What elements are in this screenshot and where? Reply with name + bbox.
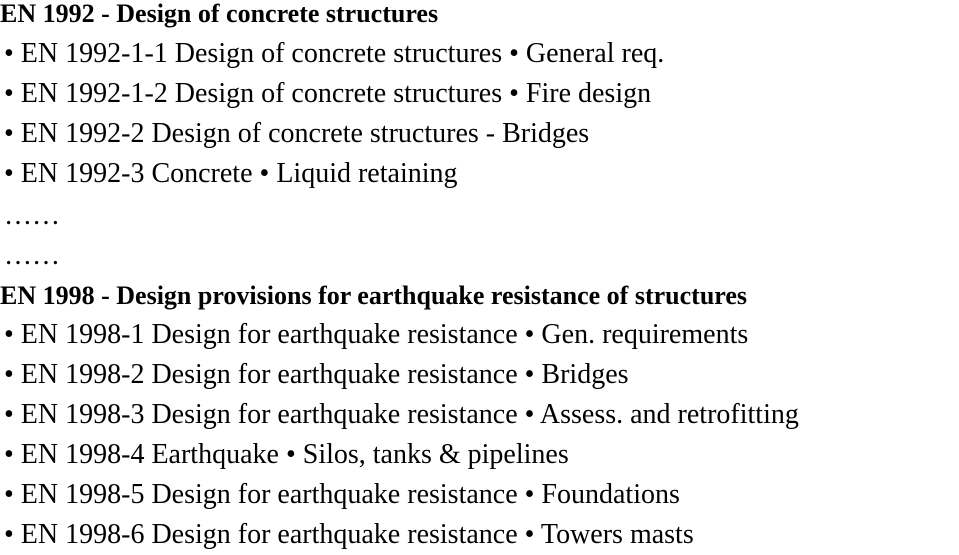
- list-item: • EN 1992-1-2 Design of concrete structures • Fire design: [4, 78, 652, 109]
- ellipsis-separator: ……: [4, 240, 60, 271]
- list-item: • EN 1998-2 Design for earthquake resistance • Bridges: [4, 359, 629, 390]
- list-item: • EN 1992-2 Design of concrete structures - Bridges: [4, 118, 590, 149]
- list-item: • EN 1992-3 Concrete • Liquid retaining: [4, 158, 458, 189]
- list-item: • EN 1998-4 Earthquake • Silos, tanks & pipelines: [4, 439, 569, 470]
- ellipsis-separator: ……: [4, 200, 60, 231]
- list-item: • EN 1998-3 Design for earthquake resistance • Assess. and retrofitting: [4, 399, 799, 430]
- section-heading-en1992: EN 1992 - Design of concrete structures: [0, 0, 439, 28]
- section-heading-en1998: EN 1998 - Design provisions for earthquake resistance of structures: [0, 281, 748, 310]
- list-item: • EN 1998-5 Design for earthquake resistance • Foundations: [4, 479, 680, 510]
- list-item: • EN 1998-1 Design for earthquake resistance • Gen. requirements: [4, 319, 749, 350]
- list-item: • EN 1992-1-1 Design of concrete structures • General req.: [4, 38, 665, 69]
- list-item: • EN 1998-6 Design for earthquake resistance • Towers masts: [4, 519, 694, 550]
